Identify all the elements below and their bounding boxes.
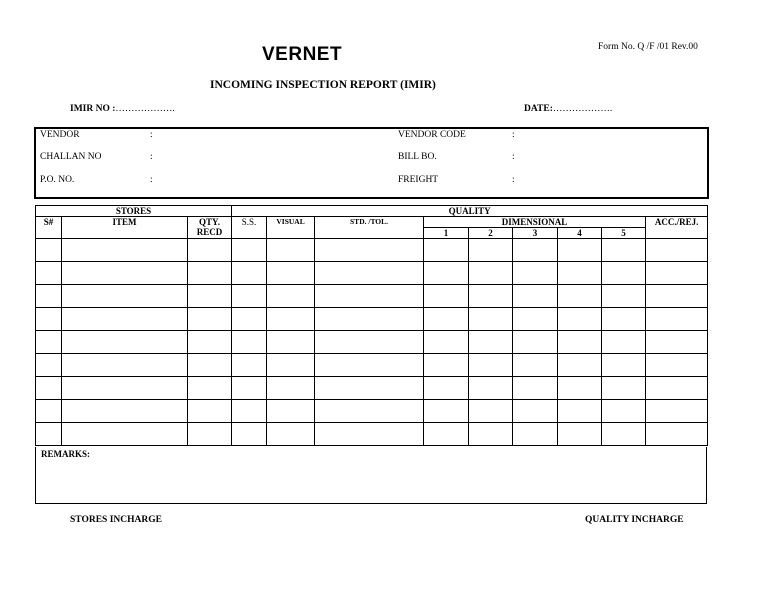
table-cell[interactable] (469, 239, 513, 262)
table-cell[interactable] (188, 285, 232, 308)
table-cell[interactable] (232, 377, 267, 400)
table-cell[interactable] (188, 308, 232, 331)
table-cell[interactable] (62, 400, 188, 423)
table-cell[interactable] (188, 331, 232, 354)
stores-incharge-label: STORES INCHARGE (70, 515, 162, 525)
table-cell[interactable] (188, 262, 232, 285)
table-cell[interactable] (513, 377, 558, 400)
table-cell[interactable] (424, 239, 469, 262)
table-cell[interactable] (188, 400, 232, 423)
table-cell[interactable] (558, 354, 602, 377)
table-cell[interactable] (558, 239, 602, 262)
table-cell[interactable] (558, 331, 602, 354)
table-cell[interactable] (267, 285, 315, 308)
report-title: INCOMING INSPECTION REPORT (IMIR) (210, 79, 436, 91)
table-cell[interactable] (232, 354, 267, 377)
table-cell[interactable] (232, 423, 267, 446)
inspection-table (35, 205, 708, 446)
vendor-box (34, 127, 709, 199)
table-cell[interactable] (469, 400, 513, 423)
table-cell[interactable] (646, 262, 708, 285)
table-cell[interactable] (267, 377, 315, 400)
table-cell[interactable] (646, 400, 708, 423)
table-cell[interactable] (558, 285, 602, 308)
table-cell[interactable] (469, 308, 513, 331)
table-row (36, 262, 708, 285)
table-cell[interactable] (558, 308, 602, 331)
table-cell[interactable] (36, 239, 62, 262)
table-cell[interactable] (602, 262, 646, 285)
table-cell[interactable] (424, 262, 469, 285)
bill-label: BILL BO. (398, 152, 437, 162)
table-cell[interactable] (36, 377, 62, 400)
table-cell[interactable] (513, 239, 558, 262)
table-cell[interactable] (232, 308, 267, 331)
freight-colon: : (512, 175, 515, 185)
table-cell[interactable] (188, 239, 232, 262)
qty-recd-header: QTY. RECD (188, 217, 232, 239)
table-cell[interactable] (267, 400, 315, 423)
table-row (36, 285, 708, 308)
table-cell[interactable] (36, 331, 62, 354)
imir-no-dots: ………………. (115, 104, 175, 114)
bill-colon: : (512, 152, 515, 162)
table-cell[interactable] (315, 262, 424, 285)
table-cell[interactable] (36, 308, 62, 331)
table-cell[interactable] (62, 423, 188, 446)
table-cell[interactable] (469, 354, 513, 377)
table-cell[interactable] (646, 377, 708, 400)
table-cell[interactable] (36, 354, 62, 377)
stores-header: STORES (36, 206, 232, 217)
table-cell[interactable] (36, 285, 62, 308)
table-cell[interactable] (232, 262, 267, 285)
po-label: P.O. NO. (40, 175, 75, 185)
date-label: DATE: (524, 104, 553, 114)
table-cell[interactable] (424, 400, 469, 423)
table-cell[interactable] (513, 331, 558, 354)
table-cell[interactable] (602, 400, 646, 423)
quality-header: QUALITY (232, 206, 708, 217)
table-cell[interactable] (267, 308, 315, 331)
ss-header: S.S. (232, 217, 267, 239)
table-cell[interactable] (62, 308, 188, 331)
table-cell[interactable] (267, 423, 315, 446)
vendor-label: VENDOR (40, 130, 80, 140)
table-cell[interactable] (232, 400, 267, 423)
item-header: ITEM (62, 217, 188, 239)
table-cell[interactable] (315, 377, 424, 400)
table-cell[interactable] (315, 331, 424, 354)
dim-5-header: 5 (602, 228, 646, 239)
table-cell[interactable] (315, 285, 424, 308)
vendor-colon: : (150, 130, 153, 140)
table-cell[interactable] (232, 285, 267, 308)
table-cell[interactable] (646, 331, 708, 354)
quality-incharge-label: QUALITY INCHARGE (585, 515, 684, 525)
table-cell[interactable] (315, 308, 424, 331)
table-cell[interactable] (267, 354, 315, 377)
table-cell[interactable] (267, 331, 315, 354)
table-cell[interactable] (558, 400, 602, 423)
table-cell[interactable] (188, 423, 232, 446)
table-cell[interactable] (513, 400, 558, 423)
table-cell[interactable] (315, 400, 424, 423)
table-cell[interactable] (513, 262, 558, 285)
table-row (36, 400, 708, 423)
acc-rej-header: ACC./REJ. (646, 217, 708, 239)
table-cell[interactable] (424, 308, 469, 331)
std-tol-header: STD. /TOL. (315, 217, 424, 239)
table-cell[interactable] (62, 285, 188, 308)
challan-label: CHALLAN NO (40, 152, 102, 162)
table-cell[interactable] (513, 354, 558, 377)
table-cell[interactable] (424, 423, 469, 446)
date-field (524, 104, 612, 114)
imir-no-label: IMIR NO : (70, 104, 116, 114)
table-cell[interactable] (188, 354, 232, 377)
dim-4-header: 4 (558, 228, 602, 239)
table-cell[interactable] (602, 285, 646, 308)
table-cell[interactable] (646, 239, 708, 262)
form-number: Form No. Q /F /01 Rev.00 (598, 42, 698, 52)
table-cell[interactable] (469, 285, 513, 308)
table-cell[interactable] (646, 354, 708, 377)
table-cell[interactable] (469, 262, 513, 285)
table-cell[interactable] (646, 423, 708, 446)
table-cell[interactable] (188, 377, 232, 400)
table-cell[interactable] (62, 239, 188, 262)
imir-no-field (70, 104, 175, 114)
table-cell[interactable] (646, 308, 708, 331)
table-cell[interactable] (62, 262, 188, 285)
table-cell[interactable] (513, 285, 558, 308)
table-cell[interactable] (469, 377, 513, 400)
sno-header: S# (36, 217, 62, 239)
table-cell[interactable] (646, 285, 708, 308)
table-cell[interactable] (424, 331, 469, 354)
table-cell[interactable] (36, 262, 62, 285)
table-cell[interactable] (602, 331, 646, 354)
table-cell[interactable] (513, 423, 558, 446)
table-row (36, 423, 708, 446)
table-cell[interactable] (602, 377, 646, 400)
freight-label: FREIGHT (398, 175, 439, 185)
table-row (36, 239, 708, 262)
date-dots: ………………. (552, 104, 613, 114)
table-row (36, 331, 708, 354)
table-row (36, 377, 708, 400)
table-cell[interactable] (232, 331, 267, 354)
table-cell[interactable] (267, 262, 315, 285)
table-cell[interactable] (558, 423, 602, 446)
table-cell[interactable] (558, 377, 602, 400)
po-colon: : (150, 175, 153, 185)
table-cell[interactable] (36, 400, 62, 423)
table-cell[interactable] (602, 308, 646, 331)
table-cell[interactable] (469, 331, 513, 354)
table-cell[interactable] (469, 423, 513, 446)
challan-colon: : (150, 152, 153, 162)
vendor-code-label: VENDOR CODE (398, 130, 466, 140)
dim-3-header: 3 (513, 228, 558, 239)
table-cell[interactable] (62, 331, 188, 354)
table-cell[interactable] (267, 239, 315, 262)
remarks-box (35, 447, 707, 504)
table-cell[interactable] (36, 423, 62, 446)
table-cell[interactable] (558, 262, 602, 285)
table-cell[interactable] (315, 239, 424, 262)
remarks-label: REMARKS: (41, 449, 90, 459)
table-cell[interactable] (602, 239, 646, 262)
table-cell[interactable] (424, 354, 469, 377)
company-name: VERNET (262, 44, 343, 65)
table-cell[interactable] (602, 423, 646, 446)
vendor-code-colon: : (512, 130, 515, 140)
table-cell[interactable] (62, 354, 188, 377)
table-cell[interactable] (315, 423, 424, 446)
dim-2-header: 2 (469, 228, 513, 239)
table-cell[interactable] (232, 239, 267, 262)
dimensional-header: DIMENSIONAL (424, 217, 646, 228)
visual-header: VISUAL (267, 217, 315, 239)
table-cell[interactable] (315, 354, 424, 377)
table-cell[interactable] (602, 354, 646, 377)
table-cell[interactable] (424, 377, 469, 400)
table-cell[interactable] (513, 308, 558, 331)
table-row (36, 308, 708, 331)
table-cell[interactable] (424, 285, 469, 308)
dim-1-header: 1 (424, 228, 469, 239)
table-cell[interactable] (62, 377, 188, 400)
table-row (36, 354, 708, 377)
